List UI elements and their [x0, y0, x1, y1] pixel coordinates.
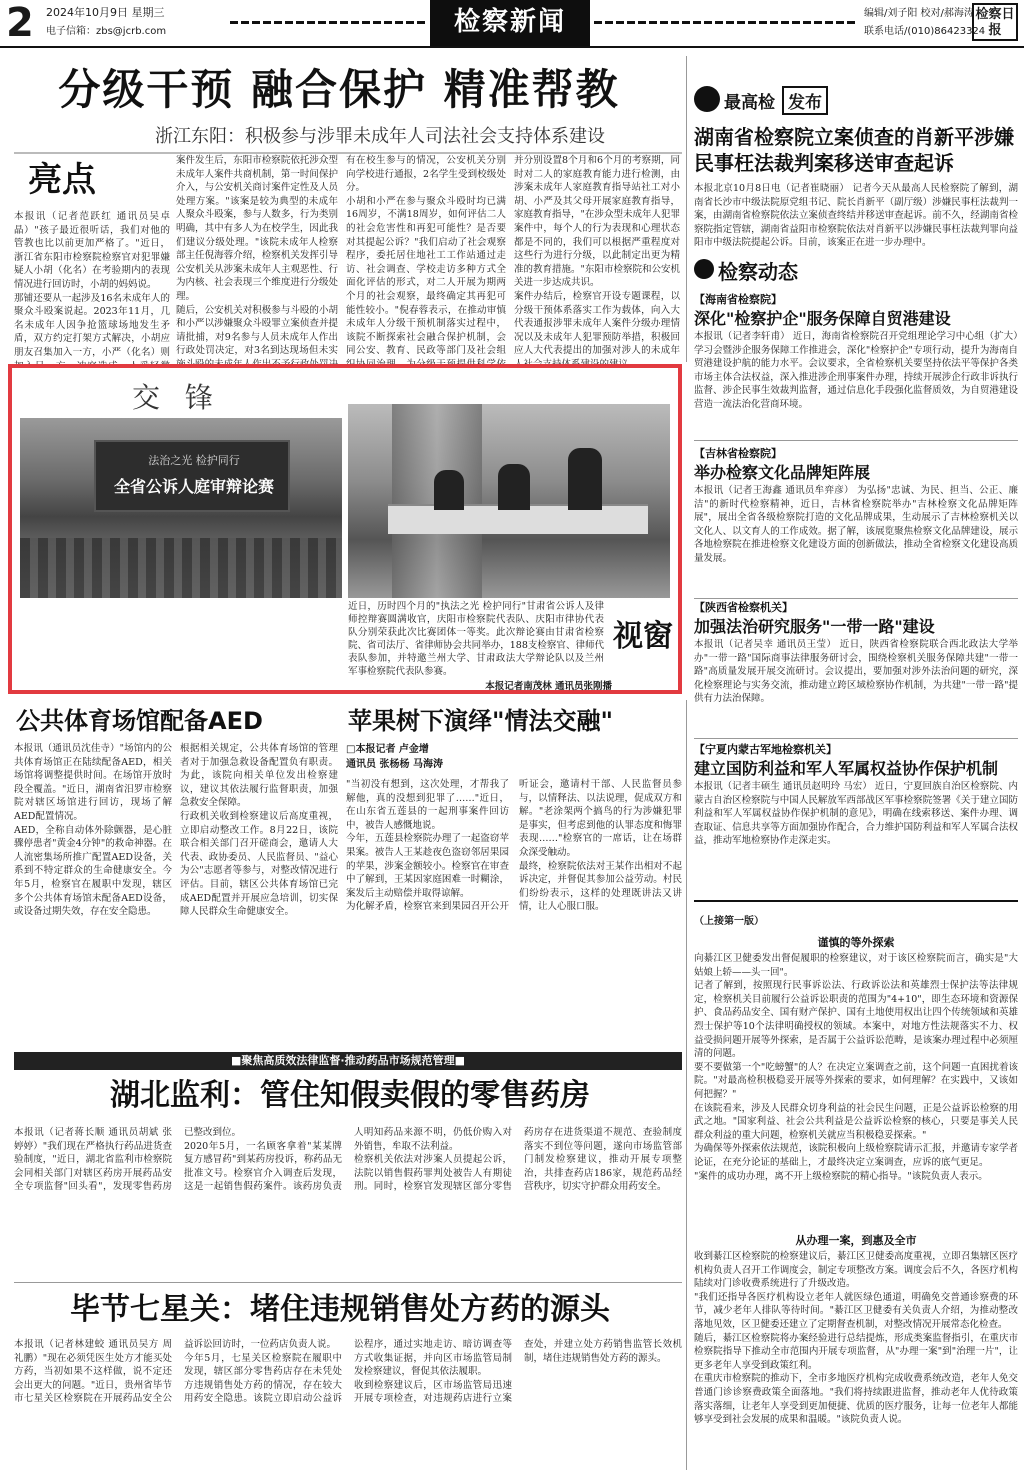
brief-end-rule: [694, 900, 1018, 902]
column-divider-lower: [686, 700, 687, 1470]
lead-column-3: 有在校生参与的情况，公安机关分别向学校进行通报，2名学生受到校级处分。 小胡和小严在参与聚众斗殴时均已满16周岁，不满18周岁，如何评估二人的社会危害性和再犯可能性？是否要对其提起公诉？"我们启动了社会观察程序，委托居住地社工工作站通过走访、社会调查、学校走访多种方式全面化评估的形式，对二人开展为期两个月的社会观察，最终确定其再犯可能性较小。"倪春蓉表示，在推动审慎未成年人分级干预机制落实过程中，该院不断探索社会融合保护机制，会同公安、教育、民政等部门及社会组: [346, 155, 506, 357]
release-headline[interactable]: 湖南省检察院立案侦查的肖新平涉嫌民事枉法裁判案移送审查起诉: [694, 125, 1014, 175]
brief-body: 本报讯（记者丰硕生 通讯员赵明玲 马宏） 近日，宁夏回族自治区检察院、内蒙古自治区检察院与中国人民解放军西部战区军事检察院签署《关于建立国防利益和军人军属权益协作保护机制的意见》，明确在线索移送、案件办理、调查取证、信息共享等方面加强协作配合，合力维护国防利益和军人军属合法权益，推动军地检察协作走深走实。: [694, 781, 1018, 847]
brief-item: [694, 742, 1018, 894]
screen-line-2: 全省公诉人庭审辩论赛: [113, 477, 274, 496]
audience-rows: [20, 538, 342, 598]
photo-window: [8, 364, 682, 694]
masthead-dash-left: [230, 21, 426, 24]
highlight-tag: [28, 158, 168, 204]
release-tag: [694, 86, 844, 114]
news-brief-header: [694, 256, 1018, 282]
brief-region: 【海南省检察院】: [694, 293, 782, 306]
brief-region: 【宁夏内蒙古军地检察机关】: [694, 743, 837, 756]
brief-title[interactable]: 深化"检察护企"服务保障自贸港建设: [694, 309, 951, 328]
release-body: 本报北京10月8日电（记者崔晓丽） 记者今天从最高人民检察院了解到，湖南省长沙市中级法院原党组书记、院长肖新平（副厅级）涉嫌民事枉法裁判一案，由湖南省检察院依法立案侦查终结并移送审查起诉。前不久，经湖南省检察院指定管辖，湖南省益阳市检察院依法对肖新平以涉嫌民事枉法裁判罪向益阳市中级法院提起公诉。目前，该案正在进一步办理中。: [694, 183, 1018, 249]
brief-region: 【陕西省检察机关】: [694, 601, 793, 614]
news-brief-title: 检察动态: [718, 260, 798, 284]
continued-subhead-2: 从办理一案，到惠及全市: [795, 1234, 917, 1247]
brief-title[interactable]: 举办检察文化品牌矩阵展: [694, 463, 871, 482]
column-divider: [686, 56, 687, 362]
brief-body: 本报讯（记者王海鑫 通讯员牟弈彦） 为弘扬"忠诚、为民、担当、公正、廉洁"的新时代检察精神，近日，吉林省检察院举办"吉林检察文化品牌矩阵展"，展出全省各级检察院打造的文化品牌成果，生动展示了吉林检察机关以文化人、以文育人的工作成效。据了解，该展览聚焦检察文化品牌建设，展示各地检察院在推进检察文化建设方面的创新做法，推动全省检察文化建设高质量发展。: [694, 485, 1018, 564]
tag-char-big: 亮点: [28, 160, 96, 200]
circle-icon: [694, 259, 714, 279]
issue-date: 2024年10月9日 星期三: [46, 6, 165, 19]
continued-subhead-1: 谨慎的等外探索: [817, 936, 895, 949]
lead-column-2: 案件发生后，东阳市检察院依托涉众型未成年人案件共商机制，第一时间保护介入，与公安机关商讨案件定性及人员处理方案。"该案是较为典型的未成年人聚众斗殴案，参与人数多，行为类别明确，其中有多人为在校学生，因此我们建议分级处理。"该院未成年人检察部主任倪海蓉介绍，检察机关发挥引导公安机关从涉案未成年人主观恶性、行为内核、社会表现三个维度进行分级处理。 随后，公安机关对积极参与斗殴的小胡和小严以涉嫌聚众斗殴罪立案侦查并提请批捕，对9名参与人员未成年人作出行政处罚决定，对3名到达现场但未实: [176, 155, 338, 357]
feature-divider: [14, 1282, 682, 1283]
person-figure: [498, 464, 530, 510]
brief-region: 【吉林省检察院】: [694, 447, 782, 460]
brief-title[interactable]: 建立国防利益和军人军属权益协作保护机制: [694, 759, 999, 778]
apple-byline-1: □本报记者 卢金增: [346, 744, 429, 755]
photo-credit: 本报记者南茂林 通讯员张刚播: [485, 681, 612, 692]
brief-item: [694, 446, 1018, 596]
brief-item: [694, 600, 1018, 740]
release-tag-1: 最高检: [724, 93, 775, 113]
apple-headline[interactable]: 苹果树下演绎"情法交融": [348, 707, 614, 735]
feature-banner-text: ■聚焦高质效法律监督·推动药品市场规范管理■: [231, 1054, 465, 1067]
page-number: 2: [6, 0, 34, 46]
brief-divider: [694, 598, 1018, 599]
bijie-body: 本报讯（记者林建蛟 通讯员吴方 周礼鹏）"现在必须凭医生处方才能买处方药，当初如果不这样做，说不定还会出更大的问题。"近日，贵州省毕节市七星关区检察院在开展药品安全公益诉讼回访时，一位药店负责人说。 今年5月，七星关区检察院在履职中发现，辖区部分零售药店存在未凭处方违规销售处方药的情况，存在较大用药安全隐患。该院立即启动公益诉讼程序，通过实地走访、暗访调查等方式收集证据，并向区市场监管局制发检察建议，督促其依法履职。 收到检察建议后，区市场监管局迅速开展专项检查，对违规药店进行立案查处，并建立处方药销售监管长效机制，堵住违规销售处方药的源头。: [14, 1339, 682, 1405]
section-title: 检察新闻: [430, 0, 590, 46]
emblem-icon: [694, 86, 720, 112]
screen-line-1: 法治之光 检护同行: [148, 454, 240, 467]
brief-divider: [694, 738, 1018, 739]
newspaper-logo: 检察日报: [972, 3, 1018, 41]
aed-headline[interactable]: 公共体育场馆配备AED: [16, 707, 263, 735]
lead-column-4: 并分别设置8个月和6个月的考察期，同时对二人的家庭教育能力进行检测，由涉案未成年人家庭教育指导站社工对小胡、小严及其父母开展家庭教育指导，家庭教育指导，"在涉众型未成年人犯罪案件中，每个人的行为表现和心理状态都是不同的，我们可以根据严重程度对这些行为进行分级，以此制定出更为精准的教育措施。"东阳市检察院和公安机关进一步达成共识。 案件办结后，检察官开设专题课程，以分级干预体系落实工作为载体，向入大代表通报涉罪未成年人案件分级办理情况以及未成年人犯罪预防举措，积极回应人大代表提出的加强对涉人的未成年: [514, 155, 680, 357]
brief-body: 本报讯（记者吴幸 通讯员王莹） 近日，陕西省检察院联合西北政法大学举办"一带一路"国际商事法律服务研讨会，围绕检察机关服务保障共建"一带一路"高质量发展开展交流研讨。会议提出，要加强对涉外法治问题的研究，深化检察理论与实务交流，推动建立跨区域检察协作机制，为共建"一带一路"提供有力法治保障。: [694, 639, 1018, 705]
person-figure: [434, 470, 464, 510]
photo-caption: 近日，历时四个月的"执法之光 检护同行"甘肃省公诉人及律师控辩赛圆满收官，庆阳市检察院代表队、庆阳市律协代表队分别荣获此次比赛团体一等奖。此次辩论赛由甘肃省检察院、省司法厅、省律师协会共同举办，188支检察官、律师代表队参加，并特邀兰州大学、甘肃政法大学辩论队以及兰州军事检察院代表队参赛。: [348, 601, 604, 677]
aed-body: 本报讯（通讯员沈佳寺）"场馆内的公共体育场馆正在陆续配备AED，相关场馆将调整提供时间。在场馆开放时段全覆盖。"近日，湖南省汨罗市检察院对辖区场馆进行回访，现场了解AED配置情况。 AED，全称自动体外除颤器，是心脏骤停患者"黄金4分钟"的救命神器。在人流密集场所推广配置AED设备，关系到不特定群众的生命健康安全。今年5月，检察官在履职中发现，辖区多个公共体育场馆未配备AED设备，或设备过期失效，存在安全隐患。 根据相关规定，公共体育场馆的管理者对于加强急救设备配置负有职责。为此，该院向相关单位发出检察建议，建议其依法履行监督职责，加强急救安全保障。 行政机关收到检察建议后高度重视，立即启动整改工作。8月22日，该院联合相关部门召开磋商会，邀请人大代表、政协委员、人民监督员、"益心为公"志愿者等参与，对整改情况进行评估。目前，辖区公共体育场馆已完成AED配置并开展应急培训，切实保障人民群众生命健康安全。: [14, 743, 338, 918]
hubei-headline[interactable]: 湖北监利：管住知假卖假的零售药房: [110, 1078, 590, 1113]
prosecutors-photo[interactable]: [348, 404, 670, 598]
apple-byline-2: 通讯员 张杨杨 马海涛: [346, 759, 443, 770]
brief-body: 本报讯（记者李轩甫） 近日，海南省检察院召开党组理论学习中心组（扩大）学习会暨涉企服务保障工作推进会，深化"检察护企"专项行动，提升为海南自贸港建设护航的能力水平。会议要求，全省检察机关要坚持依法平等保护各类市场主体合法权益，深入推进涉企刑事案件办理，持续开展涉企行政非诉执行监督、涉企民事生效裁判监督，通过信息化手段强化监督质效，为自贸港建设营造一流法治化营商环境。: [694, 331, 1018, 410]
person-figure: [568, 448, 602, 510]
phone-info: 联系电话/(010)86423324: [864, 26, 986, 37]
window-tag: 视窗: [613, 619, 673, 654]
continued-body-2: 收到綦江区检察院的检察建议后，綦江区卫健委高度重视，立即召集辖区医疗机构负责人召开工作调度会，制定专项整改方案。调度会后不久，各医疗机构陆续对门诊收费系统进行了升级改造。 "我们还指导各医疗机构设立老年人就医绿色通道，明确免交普通诊察费的环节，减少老年人排队等待时间。"綦江区卫健委有关负责人介绍，为推动整改落地见效，区卫健委还建立了定期督查机制，对整改情况开展常态化检查。 随后，綦江区检察院将办案经验进行总结提炼，形成类案监督指引，在重庆市检察院指导下推动全市范围内开展专项监督，从"办理一案"到"治理一片"，让更多老年人享受到政策红利。 在重庆市检察院的推动下，全市多地医疗机构完成收费系统改造，老年人免交普通门诊诊察费政策全面落地。"我们将持续跟进监督，推动老年人优待政策落实落细，让老年人享受到更加便捷、优质的医疗服务，让每一位老年人都能够享受到社会发展的成果和温暖。"该院负责人说。: [694, 1251, 1018, 1426]
editor-info: 编辑/刘子阳 校对/郝海涛: [864, 8, 974, 19]
lead-subhead: 浙江东阳：积极参与涉罪未成年人司法社会支持体系建设: [155, 126, 605, 147]
stage-screen: [94, 440, 290, 512]
lead-headline[interactable]: 分级干预 融合保护 精准帮教: [58, 65, 620, 114]
feature-banner: [14, 1052, 682, 1070]
brief-item: [694, 292, 1018, 432]
apple-byline: [346, 742, 506, 774]
masthead-dash-right: [594, 21, 856, 24]
continued-body-1: 向綦江区卫健委发出督促履职的检察建议，对于该区检察院而言，确实是"大姑娘上轿——头一回"。 记者了解到，按照现行民事诉讼法、行政诉讼法和英雄烈士保护法等法律规定，检察机关目前履行公益诉讼职责的范围为"4+10"，即生态环境和资源保护、食品药品安全、国有财产保护、国有土地使用权出让四个传统领域和英雄烈士保护等10个法律明确授权的领域。本案中，对地方性法规落实不力、权益受损问题开展等外探索，是否属于公益诉讼范畴，是该案办理过程中必须厘清的问题。 要不要做第一个"吃螃蟹"的人？在决定立案调查之前，这个问题一直困扰着该院。"对最高检积极稳妥开展等外探索的要求，如何理解？在实践中，又该如何把握？" 在该院看来，涉及人民群众切身利益的社会民生问题，正是公益诉讼检察的用武之地。"国家利益、社会公共利益是公益诉讼检察的核心，只要是事关人民群众利益的重大问题，检察机关就应当积极稳妥探索。" 为确保等外探索依法规范，该院积极向上级检察院请示汇报，并邀请专家学者论证，在充分论证的基础上，才最终决定立案调查，应诉的底气更足。 "案件的成功办理，离不开上级检察院的精心指导。"该院负责人表示。: [694, 953, 1018, 1182]
hubei-body: 本报讯（记者蒋长顺 通讯员胡斌 张婷婷）"我们现在严格执行药品进货查验制度，"近日，湖北省监利市检察院会同相关部门对辖区药房开展药品安全专项监督"回头看"，发现零售药房已整改到位。 2020年5月，一名顾客拿着"某某牌复方感冒药"到某药房投诉，称药品无批准文号。检察官介入调查后发现，这是一起销售假药案件。该药房负责人明知药品来源不明，仍低价购入对外销售，牟取不法利益。 检察机关依法对涉案人员提起公诉，法院以销售假药罪判处被告人有期徒刑。同时，检察官发现辖区部分零售药房存在进货渠道不规范、查验制度落实不到位等问题，遂向市场监管部门制发检察建议，推动开展专项整治，共排查药店186家，规范药品经营秩序，切实守护群众用药安全。: [14, 1127, 682, 1193]
continued-label: （上接第一版）: [694, 916, 764, 927]
photo-label: 交 锋: [132, 381, 221, 414]
release-tag-2: 发布: [782, 86, 828, 115]
masthead-rule: [0, 46, 1024, 48]
bijie-headline[interactable]: 毕节七星关：堵住违规销售处方药的源头: [70, 1292, 610, 1327]
brief-divider: [694, 440, 1018, 441]
email-info[interactable]: 电子信箱：zbs@jcrb.com: [46, 26, 167, 37]
lead-column-1: 本报讯（记者范跃红 通讯员吴卓晶）"孩子最近很听话，我们对他的管教也比以前更加严格了。"近日，浙江省东阳市检察院检察官对犯罪嫌疑人小胡（化名）在考验期内的表现情况进行回访时，小胡的妈妈说。 那铺还要从一起涉及16名未成年人的聚众斗殴案说起。2023年11月，几名未成年人因争抢篮球场地发生矛盾，双方约定打架方式解决，小胡应朋友召集加入一方，小严（化名）则: [14, 211, 170, 358]
brief-title[interactable]: 加强法治研究服务"一带一路"建设: [694, 617, 935, 636]
debate-hall-photo[interactable]: [20, 418, 342, 598]
apple-body: "当初没有想到，这次处理，才帮我了解他，真的没想到犯罪了……"近日，在山东省五莲县的一起刑事案件回访中，被告人感慨地说。 今年，五莲县检察院办理了一起盗窃苹果案。被告人王某趁夜色盗窃邻居果园的苹果，涉案金额较小。检察官在审查中了解到，王某因家庭困难一时糊涂，案发后主动赔偿并取得谅解。 为化解矛盾，检察官来到果园召开公开听证会，邀请村干部、人民监督员参与，以情释法、以法说理，促成双方和解。"老涂架两个搞鸟的行为涉嫌犯罪是事实，但考虑到他的认罪态度和悔罪表现……"检察官的一席话，让在场群众深受触动。 最终，检察院依法对王某作出相对不起诉决定，并督促其参加公益劳动。村民们纷纷表示，这样的处理既讲法又讲情，让人心服口服。: [346, 779, 682, 913]
